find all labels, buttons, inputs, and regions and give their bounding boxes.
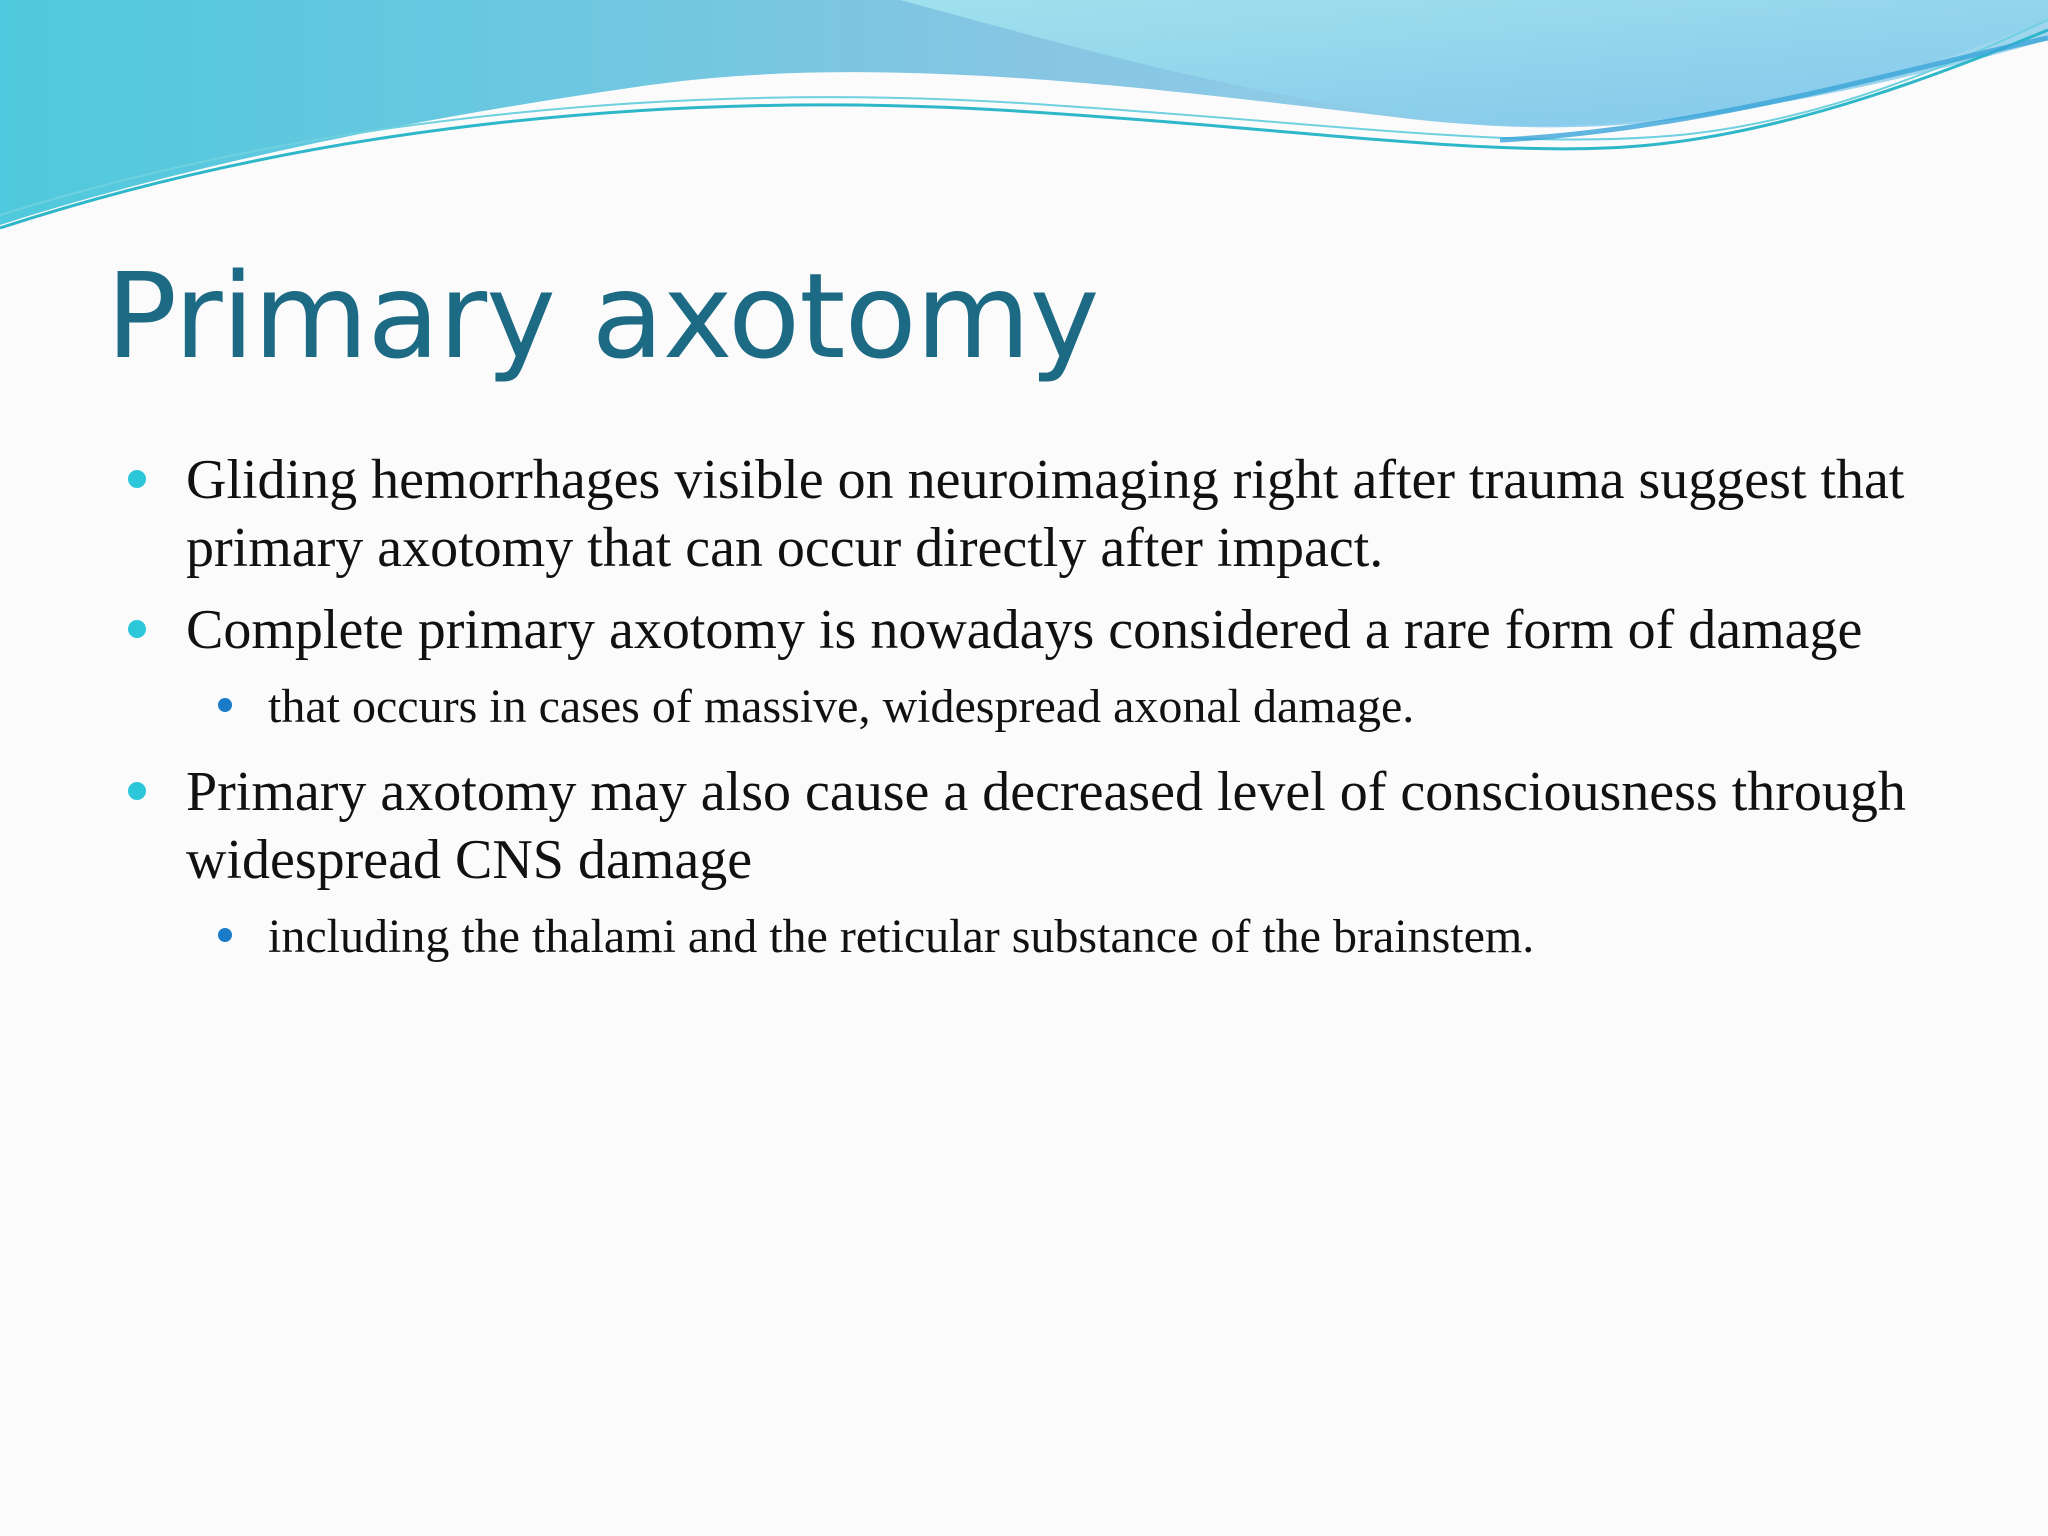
bullet-list xyxy=(126,446,1906,988)
slide-title: Primary axotomy xyxy=(106,247,1099,385)
sub-bullet-dot-icon xyxy=(218,698,232,712)
sub-bullet-text: including the thalami and the reticular substance of the brainstem. xyxy=(268,910,1535,963)
bullet-dot-icon xyxy=(128,782,146,800)
bullet-item xyxy=(126,596,1906,664)
header-wave-decoration xyxy=(0,0,2048,240)
sub-bullet-item xyxy=(126,676,1906,738)
bullet-text: Complete primary axotomy is nowadays considered a rare form of damage xyxy=(186,599,1863,661)
bullet-text: Gliding hemorrhages visible on neuroimaging right after trauma suggest that primary axotomy that can occur directly after impact. xyxy=(186,449,1905,579)
bullet-dot-icon xyxy=(128,470,146,488)
sub-bullet-dot-icon xyxy=(218,928,232,942)
bullet-dot-icon xyxy=(128,620,146,638)
sub-bullet-item xyxy=(126,906,1906,968)
sub-bullet-text: that occurs in cases of massive, widespread axonal damage. xyxy=(268,680,1415,733)
bullet-item xyxy=(126,758,1906,894)
bullet-text: Primary axotomy may also cause a decreased level of consciousness through widespread CNS damage xyxy=(186,761,1906,891)
bullet-item xyxy=(126,446,1906,582)
